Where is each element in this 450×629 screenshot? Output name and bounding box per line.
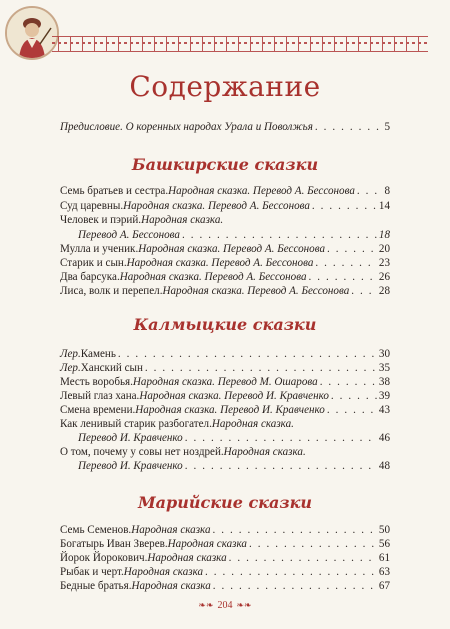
section-heading-mari: Марийские сказки [137,493,313,512]
ornament-left-icon: ❧❧ [198,600,214,610]
toc-entry[interactable]: Богатырь Иван Зверев. Народная сказка . . . 56 [60,538,390,551]
section-heading-bashkir: Башкирские сказки [131,155,319,174]
page-number: 204 [217,600,233,611]
toc-entry-continuation[interactable]: Перевод И. Кравченко . . . 46 [78,432,390,445]
section-heading-kalmyk: Калмыцкие сказки [133,315,317,334]
portrait-medallion-icon [5,6,59,60]
toc-entry-continuation[interactable]: Перевод А. Бессонова . . . 18 [78,229,390,242]
page-title: Содержание [129,70,321,103]
toc-entry[interactable]: Семь братьев и сестра. Народная сказка. Перевод А. Бессонова . . . 8 [60,185,390,198]
leader-dots [315,121,383,134]
toc-entry[interactable]: Как ленивый старик разбогател. Народная сказка. [60,418,294,430]
toc-entry[interactable]: Два барсука. Народная сказка. Перевод А. Бессонова . . . 26 [60,271,390,284]
toc-entry-continuation[interactable]: Перевод И. Кравченко . . . 48 [78,460,390,473]
toc-entry[interactable]: Семь Семенов. Народная сказка . . . 50 [60,524,390,537]
header-ornament-band [52,36,428,52]
toc-entry[interactable]: Левый глаз хана. Народная сказка. Перевод И. Кравченко . . . 39 [60,390,390,403]
ornament-right-icon: ❧❧ [236,600,252,610]
toc-entry[interactable]: Старик и сын. Народная сказка. Перевод А. Бессонова . . . 23 [60,257,390,270]
toc-entry[interactable]: Мулла и ученик. Народная сказка. Перевод А. Бессонова . . . 20 [60,243,390,256]
toc-entry[interactable]: Лер. Ханский сын . . . 35 [60,362,390,375]
toc-entry-title: Предисловие. О коренных народах Урала и Поволжья [60,121,313,133]
toc-entry[interactable]: Лер. Камень . . . 30 [60,348,390,361]
toc-page-number: 5 [384,121,390,133]
toc-entry[interactable]: Рыбак и черт. Народная сказка . . . 63 [60,566,390,579]
toc-entry[interactable]: Суд царевны. Народная сказка. Перевод А. Бессонова . . . 14 [60,200,390,213]
toc-entry[interactable]: Человек и пэрий. Народная сказка. [60,214,224,226]
toc-entry[interactable]: Йорок Йорокович. Народная сказка . . . 61 [60,552,390,565]
toc-entry[interactable]: О том, почему у совы нет ноздрей. Народная сказка. [60,446,306,458]
toc-entry[interactable]: Смена времени. Народная сказка. Перевод И. Кравченко . . . 43 [60,404,390,417]
toc-entry[interactable]: Лиса, волк и перепел. Народная сказка. Перевод А. Бессонова . . . 28 [60,285,390,298]
toc-entry[interactable]: Месть воробья. Народная сказка. Перевод М. Ошарова . . . 38 [60,376,390,389]
toc-preface[interactable] [60,121,390,134]
page-footer [0,600,450,611]
toc-entry[interactable]: Бедные братья. Народная сказка . . . 67 [60,580,390,593]
